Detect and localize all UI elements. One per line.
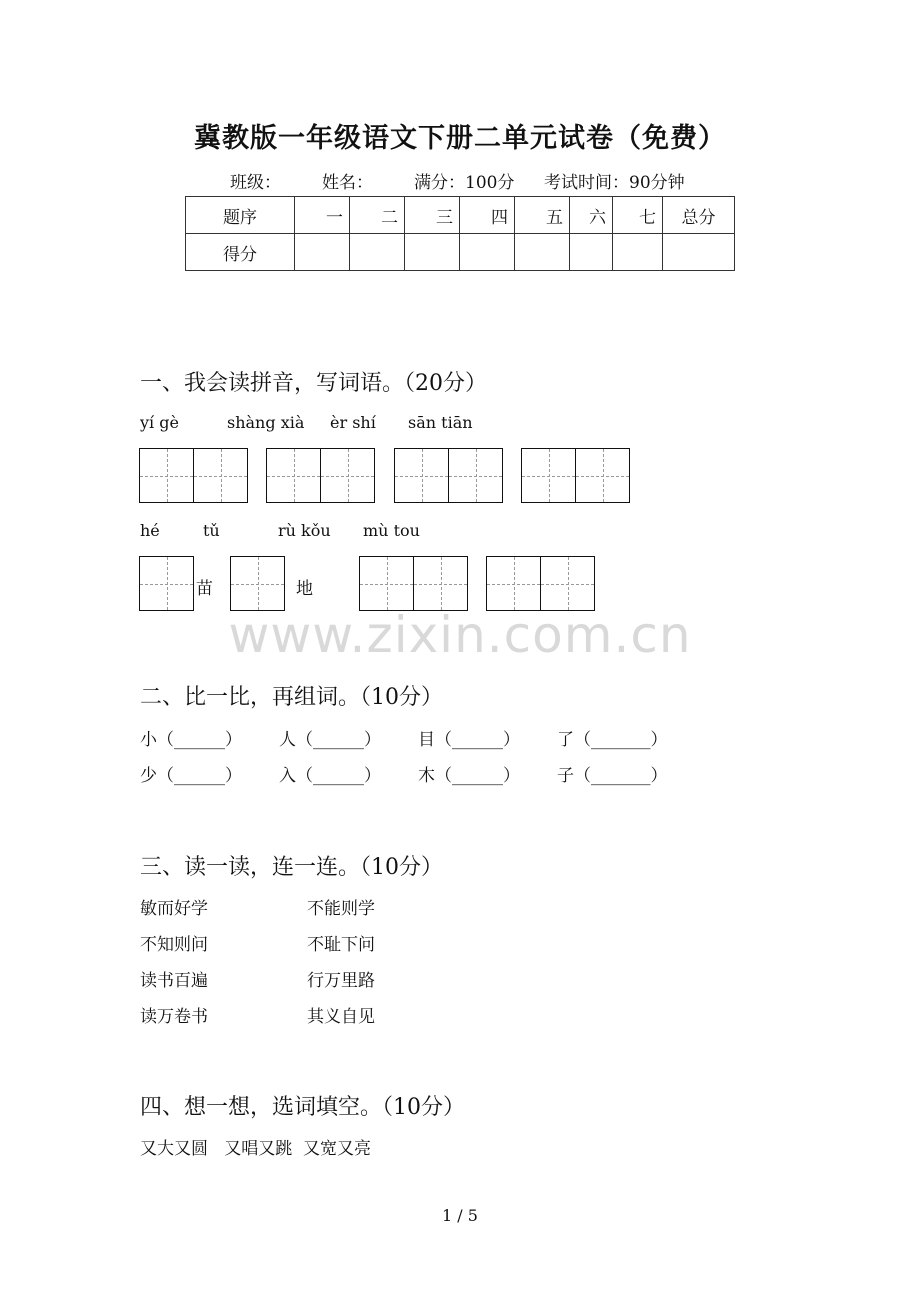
score-table-cell: 得分 [186, 234, 295, 271]
score-table-score-row [186, 234, 735, 271]
writing-grid-box[interactable] [394, 448, 449, 503]
match-right-item[interactable]: 行万里路 [307, 971, 375, 991]
writing-grid-box[interactable] [486, 556, 541, 611]
exam-time-label: 考试时间：90分钟 [544, 173, 685, 193]
match-right-item[interactable]: 不耻下问 [307, 935, 375, 955]
score-table-empty-cell[interactable] [663, 234, 735, 271]
class-label: 班级： [230, 173, 281, 193]
match-right-item[interactable]: 其义自见 [307, 1007, 375, 1027]
word-options: 又大又圆 又唱又跳 又宽又亮 [140, 1139, 372, 1159]
score-table-empty-cell[interactable] [350, 234, 405, 271]
writing-grid-box[interactable] [139, 556, 194, 611]
match-left-item[interactable]: 读书百遍 [140, 971, 208, 991]
pinyin-text: sān tiān [408, 413, 473, 432]
writing-grid-box[interactable] [139, 448, 194, 503]
score-table-cell: 三 [405, 197, 460, 234]
watermark: www.zixin.com.cn [228, 606, 692, 664]
score-table-empty-cell[interactable] [295, 234, 350, 271]
score-table-cell: 六 [570, 197, 613, 234]
section-4-title: 四、想一想，选词填空。（10分） [140, 1095, 465, 1120]
writing-grid-box[interactable] [193, 448, 248, 503]
word-compare-item[interactable]: 了（_______） [557, 730, 668, 750]
writing-grid-box[interactable] [448, 448, 503, 503]
score-table-cell: 七 [613, 197, 663, 234]
word-compare-item[interactable]: 小（______） [140, 730, 242, 750]
writing-grid-box[interactable] [413, 556, 468, 611]
pinyin-text: mù tou [363, 521, 420, 540]
pinyin-text: hé [140, 521, 160, 540]
score-table-cell: 题序 [186, 197, 295, 234]
word-compare-item[interactable]: 木（______） [418, 766, 520, 786]
pinyin-text: èr shí [330, 413, 376, 432]
match-left-item[interactable]: 读万卷书 [140, 1007, 208, 1027]
score-table-empty-cell[interactable] [570, 234, 613, 271]
score-table-empty-cell[interactable] [613, 234, 663, 271]
page-number: 1 / 5 [442, 1206, 478, 1225]
writing-grid-box[interactable] [575, 448, 630, 503]
score-table-cell: 二 [350, 197, 405, 234]
given-character: 地 [296, 579, 313, 599]
word-compare-item[interactable]: 少（______） [140, 766, 242, 786]
word-compare-item[interactable]: 人（______） [279, 730, 381, 750]
document-title: 冀教版一年级语文下册二单元试卷（免费） [194, 123, 726, 154]
score-table-cell: 五 [515, 197, 570, 234]
writing-grid-box[interactable] [230, 556, 285, 611]
score-table-empty-cell[interactable] [460, 234, 515, 271]
score-table-empty-cell[interactable] [405, 234, 460, 271]
name-label: 姓名： [322, 173, 373, 193]
pinyin-text: tǔ [203, 521, 220, 540]
match-right-item[interactable]: 不能则学 [307, 899, 375, 919]
section-3-title: 三、读一读，连一连。（10分） [140, 855, 443, 880]
writing-grid-box[interactable] [359, 556, 414, 611]
writing-grid-box[interactable] [540, 556, 595, 611]
writing-grid-box[interactable] [320, 448, 375, 503]
writing-grid-box[interactable] [266, 448, 321, 503]
word-compare-item[interactable]: 子（_______） [557, 766, 668, 786]
score-table-empty-cell[interactable] [515, 234, 570, 271]
pinyin-text: shàng xià [227, 413, 305, 432]
given-character: 苗 [196, 579, 213, 599]
word-compare-item[interactable]: 入（______） [279, 766, 381, 786]
section-1-title: 一、我会读拼音，写词语。（20分） [140, 371, 487, 396]
pinyin-text: rù kǒu [278, 521, 331, 540]
writing-grid-box[interactable] [521, 448, 576, 503]
score-table-cell: 四 [460, 197, 515, 234]
score-table-cell: 一 [295, 197, 350, 234]
section-2-title: 二、比一比，再组词。（10分） [140, 685, 443, 710]
score-table-cell: 总分 [663, 197, 735, 234]
match-left-item[interactable]: 敏而好学 [140, 899, 208, 919]
match-left-item[interactable]: 不知则问 [140, 935, 208, 955]
word-compare-item[interactable]: 目（______） [418, 730, 520, 750]
score-table [185, 196, 735, 271]
full-score-label: 满分：100分 [414, 173, 515, 193]
pinyin-text: yí gè [140, 413, 179, 432]
score-table-header-row [186, 197, 735, 234]
